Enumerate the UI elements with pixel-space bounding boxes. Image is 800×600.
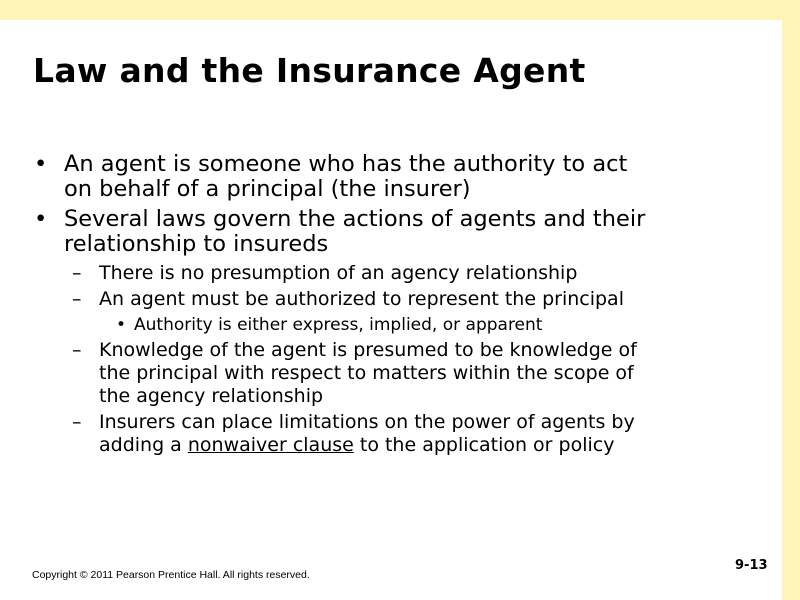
subbullet-limitations bbox=[32, 411, 772, 457]
text-fragment: adding a bbox=[99, 434, 188, 456]
bullet-dot: • bbox=[34, 206, 48, 232]
subsubbullet-authority-types bbox=[32, 314, 772, 336]
subbullet-authorized bbox=[32, 288, 772, 311]
text-fragment: to the application or policy bbox=[353, 434, 615, 456]
nonwaiver-clause-term: nonwaiver clause bbox=[187, 434, 354, 456]
subbullet-text-line: the agency relationship bbox=[99, 385, 324, 407]
subbullet-text-line-with-term bbox=[99, 434, 772, 457]
dash-marker: – bbox=[72, 411, 82, 433]
copyright-notice: Copyright © 2011 Pearson Prentice Hall. All rights reserved. bbox=[32, 569, 310, 581]
subbullet-text-line: Insurers can place limitations on the power of agents by bbox=[99, 411, 635, 433]
subbullet-knowledge bbox=[32, 339, 772, 408]
bullet-dot: • bbox=[34, 151, 48, 177]
subsubbullet-text-line: Authority is either express, implied, or apparent bbox=[134, 315, 543, 335]
bullet-dot: • bbox=[116, 315, 127, 335]
dash-marker: – bbox=[72, 288, 82, 310]
bullet-agent-definition bbox=[32, 152, 772, 202]
bullet-text-line: relationship to insureds bbox=[64, 231, 329, 257]
subbullet-text-line: Knowledge of the agent is presumed to be knowledge of bbox=[99, 339, 637, 361]
slide-number: 9-13 bbox=[735, 558, 768, 573]
subbullet-text-line: There is no presumption of an agency relationship bbox=[99, 262, 578, 284]
subbullet-text-line: An agent must be authorized to represent the principal bbox=[99, 288, 624, 310]
dash-marker: – bbox=[72, 339, 82, 361]
bullet-laws-govern bbox=[32, 207, 772, 257]
bullet-text-line: on behalf of a principal (the insurer) bbox=[64, 176, 471, 202]
slide-body bbox=[32, 152, 772, 460]
dash-marker: – bbox=[72, 262, 82, 284]
bullet-text-line: An agent is someone who has the authority to act bbox=[64, 151, 628, 177]
subbullet-no-presumption bbox=[32, 262, 772, 285]
slide-title: Law and the Insurance Agent bbox=[33, 51, 586, 90]
subbullet-text-line: the principal with respect to matters within the scope of bbox=[99, 362, 634, 384]
bullet-text-line: Several laws govern the actions of agents and their bbox=[64, 206, 646, 232]
